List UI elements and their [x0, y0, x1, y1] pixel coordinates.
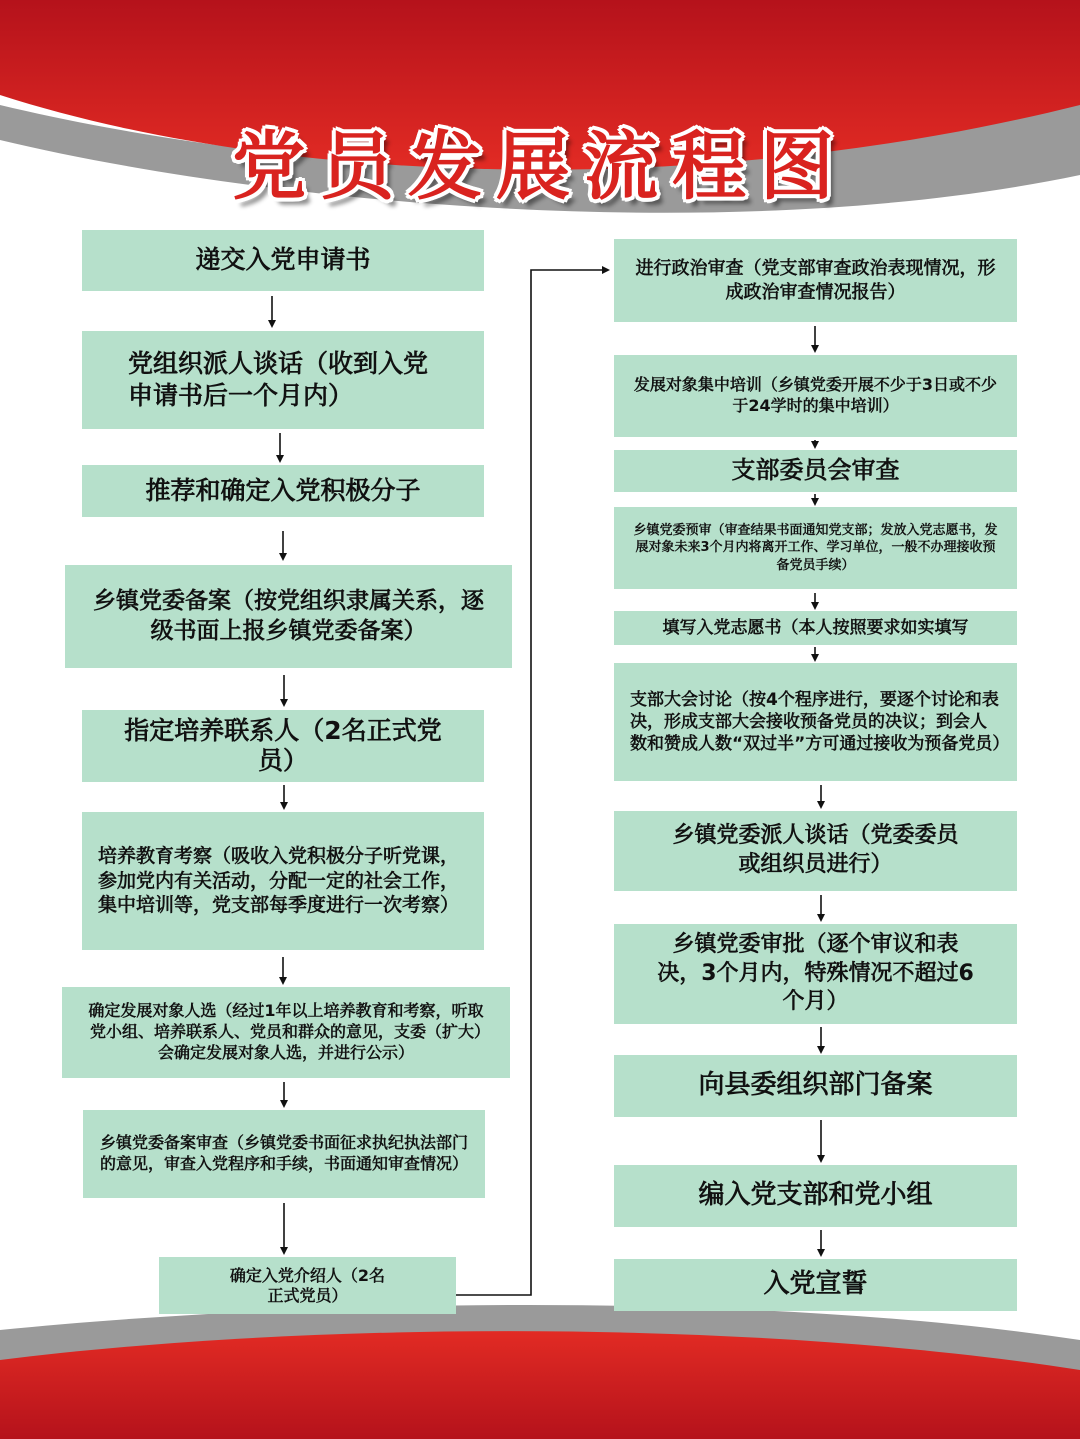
right-step-7-text: 乡镇党委派人谈话（党委委员或组织员进行） [672, 823, 959, 877]
left-step-4-text: 乡镇党委备案（按党组织隶属关系，逐级书面上报乡镇党委备案） [93, 587, 484, 644]
right-step-9-text: 向县委组织部门备案 [698, 1070, 933, 1101]
right-step-1-text: 进行政治审查（党支部审查政治表现情况，形成政治审查情况报告） [635, 258, 996, 303]
right-step-11-text: 入党宣誓 [763, 1269, 868, 1300]
right-step-6-text: 支部大会讨论（按4个程序进行，要逐个讨论和表决，形成支部大会接收预备党员的决议；到会人数和赞成人数“双过半”方可通过接收为预备党员） [630, 689, 1010, 755]
left-step-4 [65, 565, 512, 668]
right-step-8-text: 乡镇党委审批（逐个审议和表决，3个月内，特殊情况不超过6个月） [657, 932, 974, 1015]
right-step-8 [614, 924, 1017, 1024]
left-step-5-text: 指定培养联系人（2名正式党员） [124, 716, 442, 775]
left-step-7 [62, 987, 510, 1078]
right-step-2 [614, 355, 1017, 437]
right-step-10 [614, 1165, 1017, 1227]
left-step-2 [82, 331, 484, 429]
left-step-9 [159, 1257, 456, 1314]
right-step-3-text: 支部委员会审查 [731, 456, 900, 485]
left-step-6 [82, 812, 484, 950]
right-step-2-text: 发展对象集中培训（乡镇党委开展不少于3日或不少于24学时的集中培训） [633, 375, 998, 415]
left-step-3 [82, 465, 484, 517]
left-step-3-text: 推荐和确定入党积极分子 [145, 475, 421, 505]
right-step-3 [614, 450, 1017, 492]
left-step-1-text: 递交入党申请书 [195, 245, 371, 275]
page-title: 党员发展流程图 [232, 124, 848, 210]
right-step-7 [614, 811, 1017, 891]
right-step-11 [614, 1259, 1017, 1311]
right-step-1 [614, 239, 1017, 322]
left-step-8 [83, 1110, 485, 1198]
right-step-4 [614, 507, 1017, 589]
left-step-2-text: 党组织派人谈话（收到入党申请书后一个月内） [128, 348, 429, 410]
right-step-10-text: 编入党支部和党小组 [698, 1180, 933, 1211]
right-step-6 [614, 663, 1017, 781]
left-step-5 [82, 710, 484, 782]
left-step-1 [82, 230, 484, 291]
right-step-5-text: 填写入党志愿书（本人按照要求如实填写 [662, 617, 969, 638]
left-step-7-text: 确定发展对象人选（经过1年以上培养教育和考察，听取党小组、培养联系人、党员和群众的意见，支委（扩大）会确定发展对象人选，并进行公示） [88, 1001, 484, 1062]
right-step-9 [614, 1055, 1017, 1117]
left-step-8-text: 乡镇党委备案审查（乡镇党委书面征求执纪执法部门的意见，审查入党程序和手续，书面通知审查情况） [99, 1133, 468, 1173]
right-step-4-text: 乡镇党委预审（审查结果书面通知党支部；发放入党志愿书，发展对象未来3个月内将离开工作、学习单位，一般不办理接收预备党员手续） [633, 522, 998, 573]
right-step-5 [614, 611, 1017, 645]
left-step-9-text: 确定入党介绍人（2名正式党员） [229, 1265, 386, 1305]
left-step-6-text: 培养教育考察（吸收入党积极分子听党课，参加党内有关活动，分配一定的社会工作，集中培训等，党支部每季度进行一次考察） [98, 844, 460, 917]
